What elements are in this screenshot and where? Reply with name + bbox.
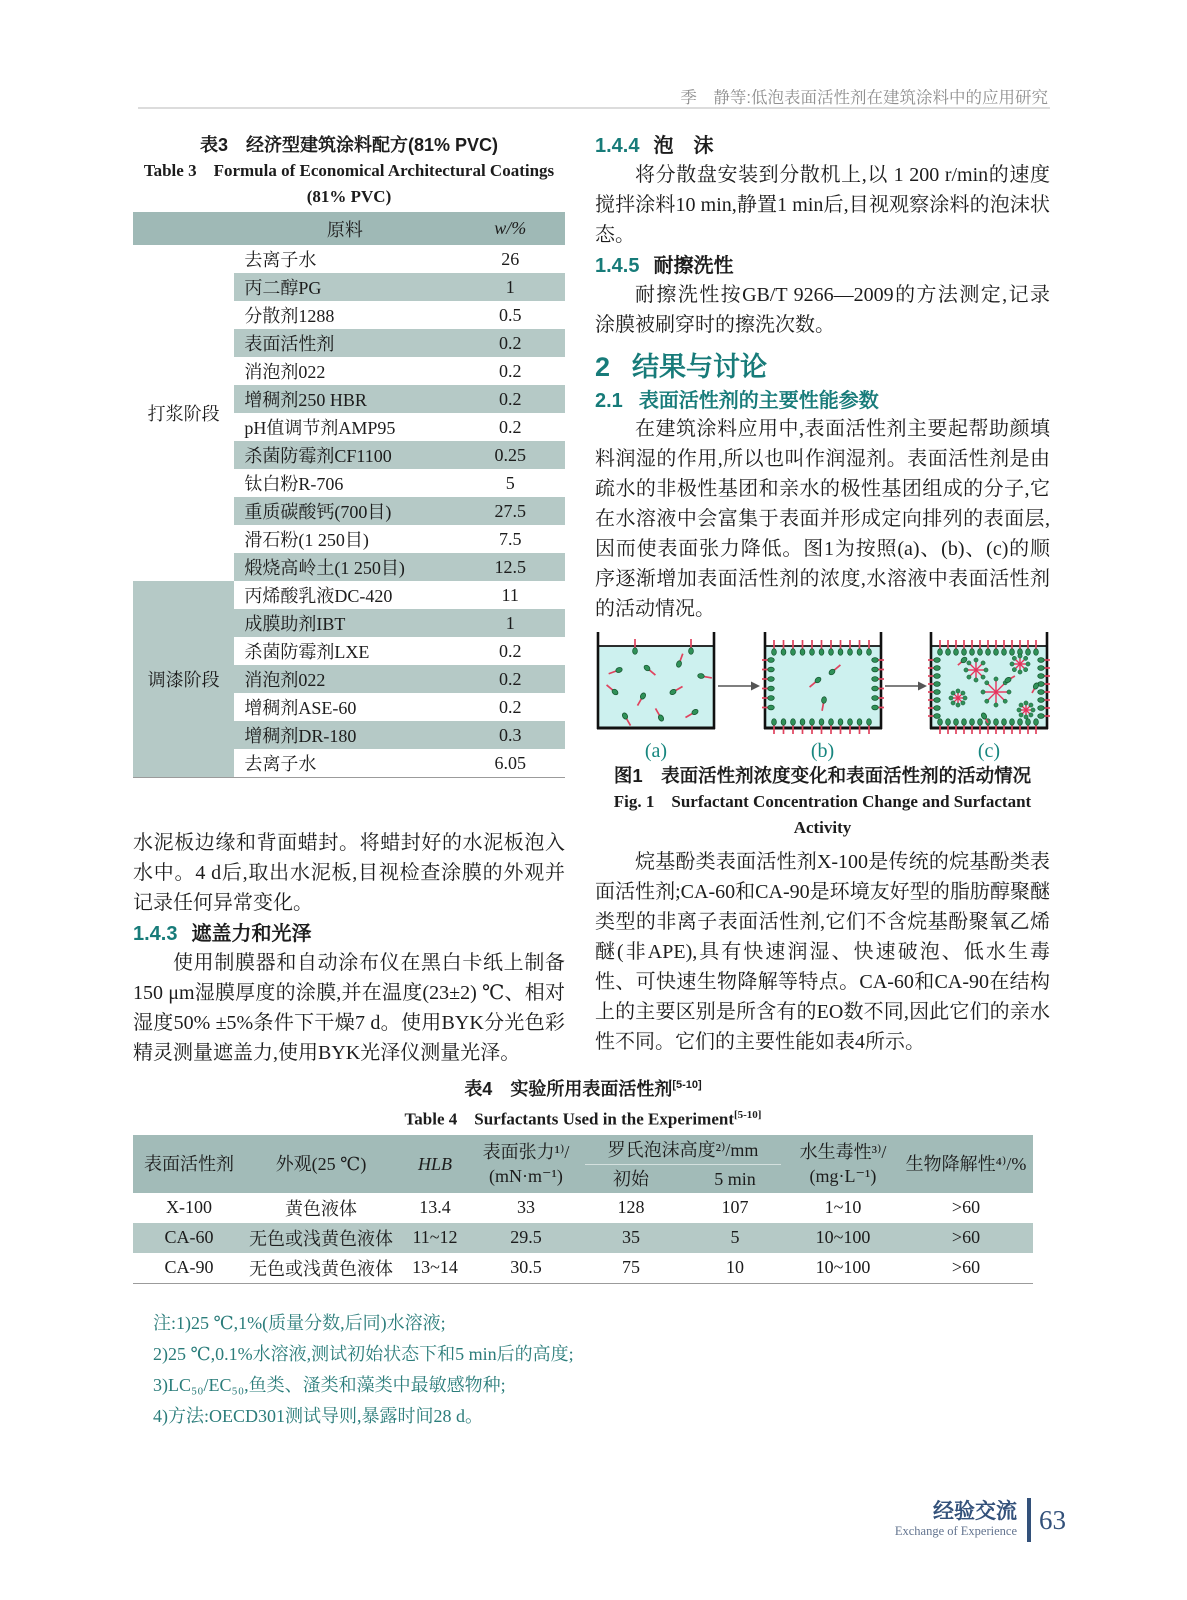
table3-value-cell: 7.5 bbox=[498, 528, 522, 549]
page-number: 63 bbox=[1039, 1504, 1066, 1535]
col-surface-tension: 表面张力¹⁾/ (mN·m⁻¹) bbox=[482, 1141, 570, 1186]
section-title: 泡 沫 bbox=[653, 135, 714, 157]
footer-divider bbox=[1027, 1498, 1031, 1542]
section-2-heading bbox=[595, 348, 1050, 386]
table4-cell: 无色或浅黄色液体 bbox=[249, 1258, 393, 1279]
table4-row bbox=[133, 1223, 1033, 1253]
table3-caption-cn: 表3 经济型建筑涂料配方(81% PVC) bbox=[199, 135, 499, 155]
table3-value-cell: 11 bbox=[501, 584, 519, 605]
arrow-right-icon bbox=[718, 680, 760, 692]
paragraph-hiding-gloss: 使用制膜器和自动涂布仪在黑白卡纸上制备150 μm湿膜厚度的涂膜,并在温度(23±2) ℃、相对湿度50% ±5%条件下干燥7 d。使用BYK分光色彩精灵测量遮盖力,使用BYK光泽仪测量光泽。 bbox=[133, 952, 565, 1064]
arrow-right-icon bbox=[885, 680, 927, 692]
col-foam-initial: 初始 bbox=[613, 1168, 649, 1189]
table3-material-cell: 增稠剂250 HBR bbox=[234, 385, 455, 413]
table3-header-value: w/% bbox=[455, 212, 565, 245]
table4-cell: 10~100 bbox=[815, 1257, 871, 1278]
section-title: 表面活性剂的主要性能参数 bbox=[638, 390, 879, 412]
table3-stage-cell: 打浆阶段 bbox=[147, 404, 220, 424]
header-rule bbox=[138, 107, 1050, 109]
table3-value-cell: 0.2 bbox=[455, 385, 565, 413]
left-column bbox=[133, 128, 565, 1068]
table3-material-cell: 表面活性剂 bbox=[234, 329, 455, 357]
table3-material-cell: 增稠剂ASE-60 bbox=[244, 698, 357, 718]
table3-row bbox=[133, 581, 565, 609]
figure1-label-b: (b) bbox=[810, 740, 835, 762]
table4-note-line: 注:1)25 ℃,1%(质量分数,后同)水溶液; bbox=[153, 1312, 446, 1333]
table4-cell: 75 bbox=[622, 1257, 640, 1278]
section-1-4-3-heading bbox=[133, 920, 565, 948]
table3-value-cell: 0.2 bbox=[498, 696, 522, 717]
table4-notes bbox=[133, 1308, 1033, 1432]
page-footer bbox=[845, 1498, 1075, 1542]
table3-value-cell: 27.5 bbox=[455, 497, 565, 525]
table4 bbox=[133, 1135, 1033, 1284]
table4-note-line: 3)LC₅₀/EC₅₀,鱼类、溞类和藻类中最敏感物种; bbox=[153, 1374, 506, 1395]
table3-material-cell: pH值调节剂AMP95 bbox=[244, 418, 396, 438]
figure1-caption-cn: 图1 表面活性剂浓度变化和表面活性剂的活动情况 bbox=[613, 765, 1032, 786]
table3-value-cell: 1 bbox=[455, 609, 565, 637]
figure1-caption-en: Fig. 1 Surfactant Concentration Change and Surfactant bbox=[613, 792, 1032, 811]
col-biodegradability: 生物降解性⁴⁾/% bbox=[905, 1153, 1027, 1174]
section-number: 1.4.5 bbox=[595, 255, 640, 277]
paragraph-alkylphenol: 烷基酚类表面活性剂X-100是传统的烷基酚类表面活性剂;CA-60和CA-90是环境友好型的脂肪醇聚醚类型的非离子表面活性剂,它们不含烷基酚聚氧乙烯醚(非APE),具有快速润湿、快速破泡、低水生毒性、可快速生物降解等特点。CA-60和CA-90在结构上的主要区别是所含有的EO数不同,因此它们的亲水性不同。它们的主要性能如表4所示。 bbox=[595, 851, 1050, 1053]
right-column bbox=[595, 128, 1050, 1057]
table3-material-cell: 钛白粉R-706 bbox=[244, 474, 344, 494]
table3-body bbox=[133, 212, 565, 778]
table3-material-cell: 增稠剂DR-180 bbox=[234, 721, 455, 749]
col-surfactant: 表面活性剂 bbox=[144, 1153, 234, 1174]
section-1-4-5-heading bbox=[595, 252, 1050, 280]
table3-value-cell: 0.2 bbox=[498, 416, 522, 437]
paragraph-scrub: 耐擦洗性按GB/T 9266—2009的方法测定,记录涂膜被刷穿时的擦洗次数。 bbox=[595, 284, 1050, 336]
table4-cell: 128 bbox=[617, 1197, 645, 1218]
table4-cell: 13~14 bbox=[412, 1257, 458, 1278]
table4-cell: >60 bbox=[951, 1227, 981, 1248]
table4-cell: 10~100 bbox=[815, 1227, 871, 1248]
table3 bbox=[133, 212, 565, 778]
section-number: 2 bbox=[595, 352, 611, 382]
table3-material-cell: 重质碳酸钙(700目) bbox=[234, 497, 455, 525]
table3-value-cell: 0.2 bbox=[498, 360, 522, 381]
table4-cell: 30.5 bbox=[510, 1257, 542, 1278]
table3-material-cell: 滑石粉(1 250目) bbox=[244, 530, 369, 550]
table4-cell: 黄色液体 bbox=[285, 1198, 357, 1219]
table3-material-cell: 消泡剂022 bbox=[234, 665, 455, 693]
col-aquatic-toxicity: 水生毒性³⁾/ (mg·L⁻¹) bbox=[799, 1141, 887, 1186]
table4-cell: 无色或浅黄色液体 bbox=[249, 1228, 393, 1249]
col-foam-5min: 5 min bbox=[714, 1168, 756, 1189]
figure1-panel-a bbox=[595, 630, 717, 742]
table3-caption-en: Table 3 Formula of Economical Architectural Coatings bbox=[143, 161, 555, 180]
section-title: 耐擦洗性 bbox=[653, 255, 734, 277]
table4-cell: >60 bbox=[951, 1197, 981, 1218]
table3-material-cell: 丙二醇PG bbox=[234, 273, 455, 301]
figure1-panel-labels bbox=[595, 740, 1050, 763]
table4-cell: CA-60 bbox=[164, 1227, 214, 1248]
table4-section bbox=[133, 1072, 1033, 1432]
section-title: 结果与讨论 bbox=[632, 352, 768, 382]
figure1-label-c: (c) bbox=[977, 740, 1001, 762]
table4-cell: 5 bbox=[730, 1227, 740, 1248]
table3-header-material: 原料 bbox=[234, 212, 455, 245]
table4-cell: 1~10 bbox=[824, 1197, 862, 1218]
col-appearance: 外观(25 ℃) bbox=[275, 1153, 367, 1174]
figure1 bbox=[595, 630, 1050, 742]
paragraph-foam: 将分散盘安装到分散机上,以 1 200 r/min的速度搅拌涂料10 min,静置1 min后,目视观察涂料的泡沫状态。 bbox=[595, 164, 1050, 246]
table3-value-cell: 12.5 bbox=[455, 553, 565, 581]
table3-value-cell: 0.5 bbox=[498, 304, 522, 325]
table3-value-cell: 26 bbox=[501, 248, 520, 269]
table3-material-cell: 去离子水 bbox=[244, 250, 317, 270]
section-number: 1.4.4 bbox=[595, 135, 640, 157]
figure1-caption-en2: Activity bbox=[793, 818, 852, 837]
reference-superscript: [5-10] bbox=[672, 1079, 702, 1091]
table4-cell: 33 bbox=[517, 1197, 535, 1218]
table3-material-cell: 丙烯酸乳液DC-420 bbox=[244, 586, 393, 606]
section-2-1-heading bbox=[595, 388, 1050, 414]
table4-caption-cn: 表4 实验所用表面活性剂[5-10] bbox=[464, 1079, 702, 1099]
col-hlb: HLB bbox=[417, 1153, 452, 1174]
table3-value-cell: 0.3 bbox=[455, 721, 565, 749]
table4-row bbox=[133, 1193, 1033, 1223]
table4-cell: 10 bbox=[726, 1257, 744, 1278]
table4-header-row bbox=[133, 1135, 1033, 1193]
section-number: 1.4.3 bbox=[133, 923, 178, 945]
table3-material-cell: 分散剂1288 bbox=[244, 306, 335, 326]
table3-value-cell: 0.2 bbox=[455, 665, 565, 693]
footer-section-cn: 经验交流 bbox=[933, 1500, 1017, 1523]
section-number: 2.1 bbox=[595, 390, 623, 412]
paragraph-surfactant-params: 在建筑涂料应用中,表面活性剂主要起帮助颜填料润湿的作用,所以也叫作润湿剂。表面活性剂是由疏水的非极性基团和亲水的极性基团组成的分子,它在水溶液中会富集于表面并形成定向排列的表面层,因而使表面张力降低。图1为按照(a)、(b)、(c)的顺序逐渐增加表面活性剂的浓度,水溶液中表面活性剂的活动情况。 bbox=[595, 418, 1050, 620]
table3-value-cell: 0.2 bbox=[498, 640, 522, 661]
table4-cell: 29.5 bbox=[510, 1227, 542, 1248]
section-title: 遮盖力和光泽 bbox=[191, 923, 312, 945]
col-foam-height: 罗氏泡沫高度²⁾/mm 初始 5 min bbox=[579, 1135, 787, 1193]
figure1-panel-c bbox=[928, 630, 1050, 742]
reference-superscript: [5-10] bbox=[733, 1109, 762, 1121]
table4-note-line: 4)方法:OECD301测试导则,暴露时间28 d。 bbox=[153, 1405, 483, 1426]
table3-stage-cell: 调漆阶段 bbox=[133, 581, 234, 778]
table3-material-cell: 煅烧高岭土(1 250目) bbox=[234, 553, 455, 581]
table4-cell: 35 bbox=[622, 1227, 640, 1248]
table4-cell: 13.4 bbox=[419, 1197, 451, 1218]
table3-material-cell: 杀菌防霉剂LXE bbox=[244, 642, 370, 662]
table3-material-cell: 杀菌防霉剂CF1100 bbox=[234, 441, 455, 469]
figure1-panel-b bbox=[762, 630, 884, 742]
table4-cell: CA-90 bbox=[164, 1257, 214, 1278]
paragraph-seal: 水泥板边缘和背面蜡封。将蜡封好的水泥板泡入水中。4 d后,取出水泥板,目视检查涂膜的外观并记录任何异常变化。 bbox=[133, 832, 565, 914]
table3-value-cell: 0.25 bbox=[455, 441, 565, 469]
table4-cell: X-100 bbox=[166, 1197, 212, 1218]
table3-caption-en2: (81% PVC) bbox=[306, 187, 392, 206]
table4-cell: >60 bbox=[951, 1257, 981, 1278]
running-header: 季 静等:低泡表面活性剂在建筑涂料中的应用研究 bbox=[680, 89, 1048, 107]
footer-section-en: Exchange of Experience bbox=[894, 1524, 1017, 1538]
table3-header-stage bbox=[133, 212, 234, 245]
figure1-label-a: (a) bbox=[644, 740, 668, 762]
table4-cell: 107 bbox=[721, 1197, 749, 1218]
section-1-4-4-heading bbox=[595, 128, 1050, 160]
table3-material-cell: 消泡剂022 bbox=[244, 362, 326, 382]
table3-value-cell: 5 bbox=[505, 472, 515, 493]
table3-value-cell: 6.05 bbox=[494, 752, 526, 773]
table4-caption-en: Table 4 Surfactants Used in the Experiment[5-10] bbox=[404, 1109, 762, 1129]
table4-cell: 11~12 bbox=[412, 1227, 458, 1248]
table3-value-cell: 1 bbox=[455, 273, 565, 301]
table4-note-line: 2)25 ℃,0.1%水溶液,测试初始状态下和5 min后的高度; bbox=[153, 1343, 574, 1364]
table4-row bbox=[133, 1253, 1033, 1283]
table3-value-cell: 0.2 bbox=[455, 329, 565, 357]
table3-row bbox=[133, 245, 565, 273]
table3-material-cell: 去离子水 bbox=[244, 754, 317, 774]
table3-header-row bbox=[133, 212, 565, 245]
table4-body bbox=[133, 1193, 1033, 1283]
table3-material-cell: 成膜助剂IBT bbox=[234, 609, 455, 637]
